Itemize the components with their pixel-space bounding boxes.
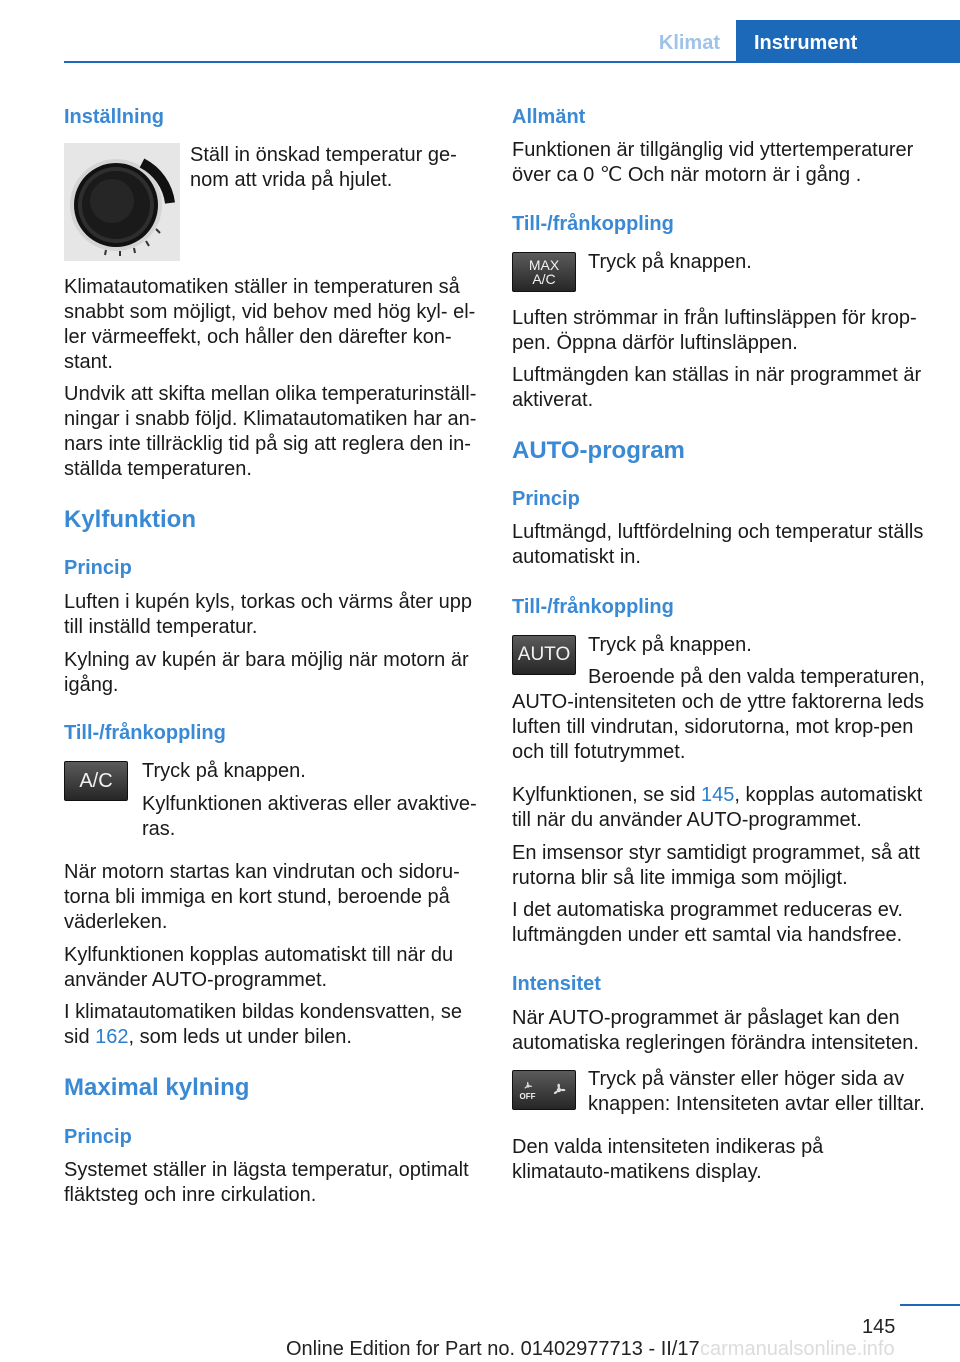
- edition-text: Online Edition for Part no. 01402977713 - II/17: [286, 1338, 700, 1360]
- paragraph: Klimatautomatiken ställer in temperaturen så snabbt som möjligt, vid behov med hög kyl- el-ler värmeeffekt, och håller den därefter kon-stant.: [64, 276, 476, 373]
- till-frankoppling-heading: Till-/frånkoppling: [512, 213, 674, 235]
- text-span: Kylfunktionen, se sid: [512, 784, 701, 806]
- fan-large-icon: [549, 1080, 569, 1100]
- temperature-wheel-image: [64, 143, 180, 261]
- ac-effect-label: Kylfunktionen aktiveras eller avaktive-ras.: [142, 793, 477, 840]
- princip-heading: Princip: [512, 488, 580, 510]
- max-label: MAX: [528, 257, 560, 273]
- watermark: carmanualsonline.info: [700, 1338, 895, 1360]
- paragraph: En imsensor styr samtidigt programmet, så att rutorna blir så lite immiga som möjligt.: [512, 842, 920, 889]
- till-frankoppling-heading: Till-/frånkoppling: [64, 722, 226, 744]
- paragraph-with-link: [512, 783, 926, 833]
- princip-heading: Princip: [64, 1126, 132, 1148]
- footer-rule: [900, 1304, 960, 1306]
- paragraph: När motorn startas kan vindrutan och sidoru-torna bli immiga en kort stund, beroende på väderleken.: [64, 861, 460, 933]
- installning-heading: Inställning: [64, 106, 164, 128]
- page-link-162[interactable]: 162: [95, 1026, 129, 1048]
- installning-text: Ställ in önskad temperatur ge- nom att vrida på hjulet.: [190, 144, 457, 191]
- paragraph: Den valda intensiteten indikeras på klimatauto-matikens display.: [512, 1136, 824, 1183]
- paragraph: Funktionen är tillgänglig vid yttertemperaturer över ca 0 ℃ Och när motorn är i gång .: [512, 139, 914, 186]
- paragraph: Luftmängd, luftfördelning och temperatur ställs automatiskt in.: [512, 521, 924, 568]
- page-number: 145: [862, 1316, 896, 1338]
- fan-small-icon: [521, 1080, 535, 1092]
- text-span: I klimatautomatiken bildas kondensvatten, se sid: [64, 1001, 462, 1048]
- paragraph: Luftmängden kan ställas in när programmet är aktiverat.: [512, 364, 922, 411]
- allmant-heading: Allmänt: [512, 106, 586, 128]
- auto-instruction: Tryck på knappen.: [588, 634, 752, 656]
- paragraph: Undvik att skifta mellan olika temperaturinställ-ningar i snabb följd. Klimatautomatiken har an-nars inte tillräcklig tid på sig att reglera den in-ställda temperaturen.: [64, 383, 477, 480]
- princip-heading: Princip: [64, 557, 132, 579]
- paragraph: Systemet ställer in lägsta temperatur, optimalt fläktsteg och inre cirkulation.: [64, 1159, 469, 1206]
- text-span: , som leds ut under bilen.: [128, 1026, 352, 1048]
- paragraph: Luften i kupén kyls, torkas och värms åter upp till inställd temperatur.: [64, 591, 472, 638]
- fan-low-group: [520, 1080, 536, 1101]
- paragraph: Kylning av kupén är bara möjlig när motorn är igång.: [64, 649, 469, 696]
- header-rule: [64, 61, 960, 63]
- temperature-wheel-icon: [64, 143, 180, 261]
- intensity-instruction: Tryck på vänster eller höger sida av knappen: Intensiteten avtar eller tilltar.: [588, 1068, 925, 1115]
- auto-button-label: AUTO: [517, 644, 571, 665]
- paragraph: Luften strömmar in från luftinsläppen för krop-pen. Öppna därför luftinsläppen.: [512, 307, 917, 354]
- paragraph: När AUTO-programmet är påslaget kan den automatiska regleringen förändra intensiteten.: [512, 1007, 919, 1054]
- kylfunktion-heading: Kylfunktion: [64, 506, 196, 533]
- paragraph: I det automatiska programmet reduceras ev. luftmängden under ett samtal via handsfree.: [512, 899, 903, 946]
- paragraph-with-link: [64, 1000, 478, 1050]
- ac-label: A/C: [532, 271, 556, 287]
- auto-program-heading: AUTO-program: [512, 437, 685, 464]
- auto-effect-text: Beroende på den valda temperaturen, AUTO-intensiteten och de yttre faktorerna leds luften till vindrutan, sidorutorna, mot krop-pen och till fotutrymmet.: [512, 666, 925, 763]
- ac-effect-text: [142, 792, 482, 842]
- off-label: OFF: [519, 1091, 536, 1101]
- paragraph: Kylfunktionen kopplas automatiskt till när du använder AUTO-programmet.: [64, 944, 454, 991]
- header-tab-instrument[interactable]: Instrument: [736, 20, 960, 62]
- till-frankoppling-heading: Till-/frånkoppling: [512, 596, 674, 618]
- max-instruction: Tryck på knappen.: [588, 251, 752, 273]
- text-span: , kopplas automatiskt till när du använder AUTO-programmet.: [512, 784, 923, 831]
- page-link-145[interactable]: 145: [701, 784, 735, 806]
- intensitet-heading: Intensitet: [512, 973, 601, 995]
- ac-button-label: A/C: [79, 770, 113, 792]
- maximal-kylning-heading: Maximal kylning: [64, 1074, 250, 1101]
- ac-instruction: Tryck på knappen.: [142, 760, 306, 782]
- intensity-button-image: [512, 1070, 576, 1110]
- ac-button-image: [64, 761, 128, 801]
- max-ac-button-image: [512, 252, 576, 292]
- header-section-klimat[interactable]: Klimat: [658, 32, 720, 54]
